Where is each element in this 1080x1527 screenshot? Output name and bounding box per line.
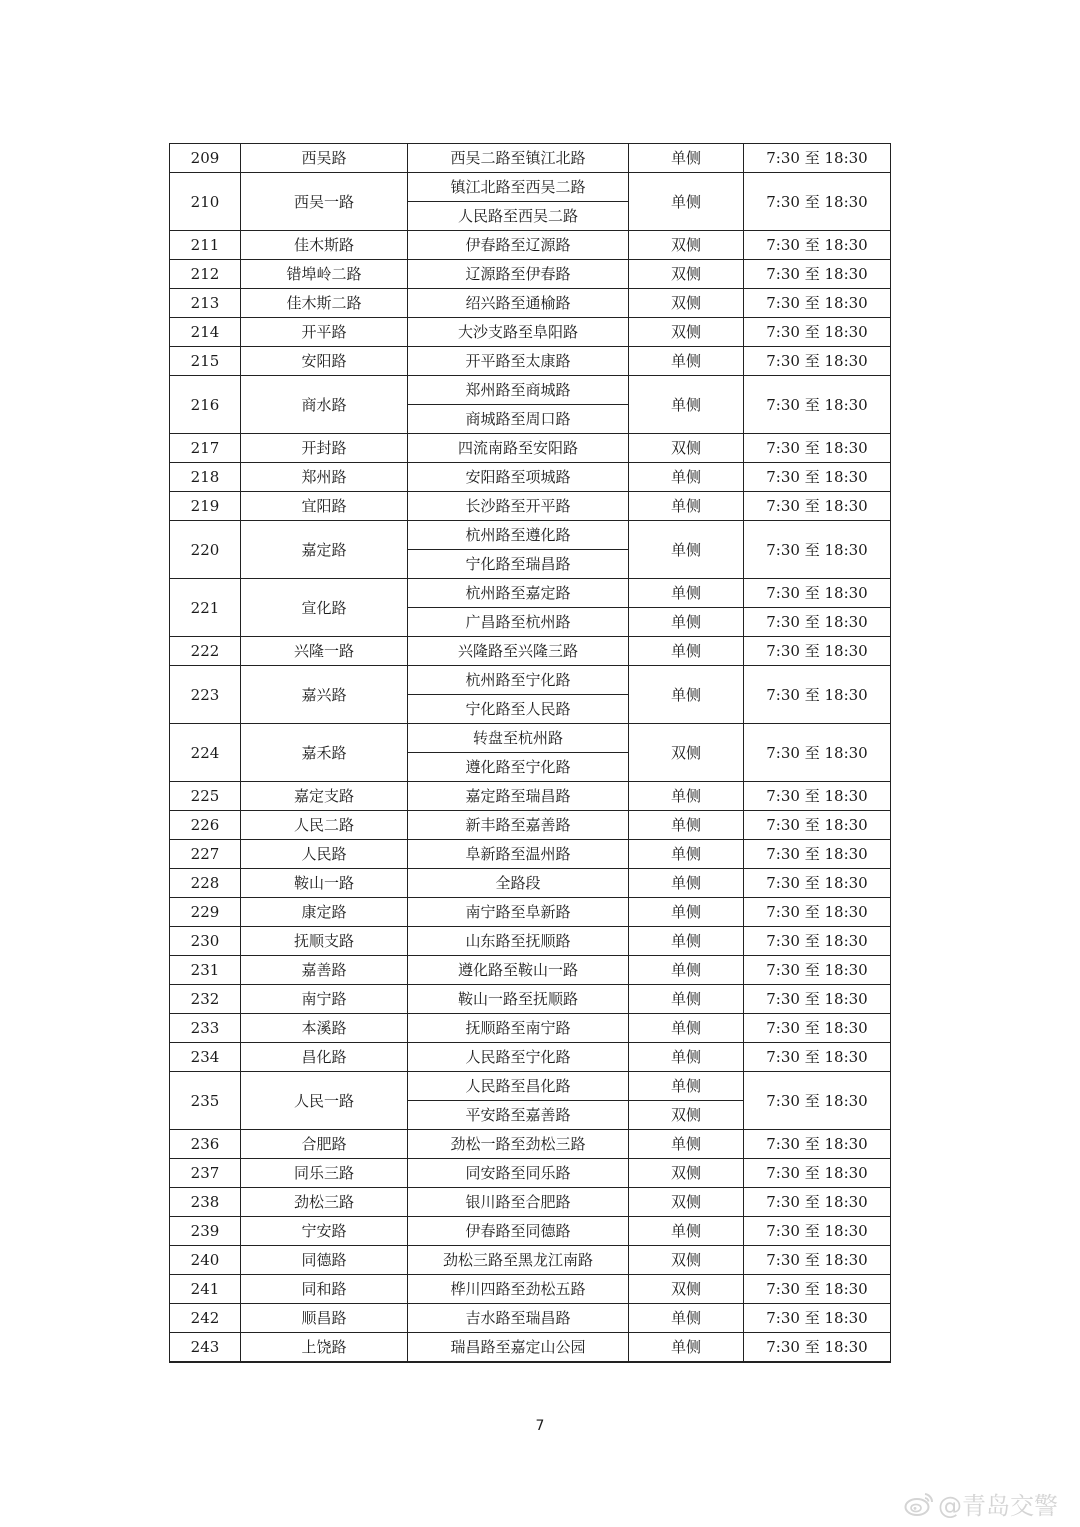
table-row <box>170 1304 891 1333</box>
road-segment: 大沙支路至阜阳路 <box>408 318 629 347</box>
parking-time: 7:30 至 18:30 <box>744 1072 891 1130</box>
road-name: 人民一路 <box>241 1072 408 1130</box>
road-segment: 杭州路至嘉定路 <box>408 579 629 608</box>
road-name: 昌化路 <box>241 1043 408 1072</box>
row-number: 209 <box>170 144 241 173</box>
parking-time: 7:30 至 18:30 <box>744 434 891 463</box>
road-name: 郑州路 <box>241 463 408 492</box>
table-row <box>170 956 891 985</box>
parking-side: 单侧 <box>629 173 744 231</box>
page-number: 7 <box>535 1418 545 1434</box>
row-number: 223 <box>170 666 241 724</box>
parking-side: 单侧 <box>629 637 744 666</box>
parking-time: 7:30 至 18:30 <box>744 1217 891 1246</box>
road-segment: 抚顺路至南宁路 <box>408 1014 629 1043</box>
road-segment: 银川路至合肥路 <box>408 1188 629 1217</box>
road-name: 顺昌路 <box>241 1304 408 1333</box>
road-name: 同德路 <box>241 1246 408 1275</box>
parking-time: 7:30 至 18:30 <box>744 1130 891 1159</box>
table-row <box>170 144 891 173</box>
parking-time: 7:30 至 18:30 <box>744 231 891 260</box>
watermark-text: @青岛交警 <box>938 1492 1058 1520</box>
table-row <box>170 434 891 463</box>
road-name: 嘉禾路 <box>241 724 408 782</box>
road-name: 西吴一路 <box>241 173 408 231</box>
table-row <box>170 492 891 521</box>
parking-time: 7:30 至 18:30 <box>744 608 891 637</box>
parking-side: 单侧 <box>629 985 744 1014</box>
row-number: 238 <box>170 1188 241 1217</box>
row-number: 239 <box>170 1217 241 1246</box>
parking-side: 双侧 <box>629 434 744 463</box>
row-number: 233 <box>170 1014 241 1043</box>
table-row <box>170 811 891 840</box>
table-row <box>170 985 891 1014</box>
road-name: 安阳路 <box>241 347 408 376</box>
road-name: 商水路 <box>241 376 408 434</box>
table-row <box>170 1130 891 1159</box>
parking-side: 单侧 <box>629 956 744 985</box>
table-row <box>170 1014 891 1043</box>
parking-side: 单侧 <box>629 1304 744 1333</box>
row-number: 237 <box>170 1159 241 1188</box>
table-row <box>170 1159 891 1188</box>
parking-time: 7:30 至 18:30 <box>744 724 891 782</box>
road-segment: 西吴二路至镇江北路 <box>408 144 629 173</box>
table-row <box>170 231 891 260</box>
table-row <box>170 1275 891 1304</box>
parking-side: 单侧 <box>629 347 744 376</box>
road-name: 鞍山一路 <box>241 869 408 898</box>
parking-time: 7:30 至 18:30 <box>744 1043 891 1072</box>
road-segment: 同安路至同乐路 <box>408 1159 629 1188</box>
row-number: 232 <box>170 985 241 1014</box>
parking-time: 7:30 至 18:30 <box>744 927 891 956</box>
parking-time: 7:30 至 18:30 <box>744 318 891 347</box>
road-segment: 全路段 <box>408 869 629 898</box>
parking-time: 7:30 至 18:30 <box>744 666 891 724</box>
row-number: 217 <box>170 434 241 463</box>
road-name: 宜阳路 <box>241 492 408 521</box>
table-row <box>170 260 891 289</box>
row-number: 222 <box>170 637 241 666</box>
table-row <box>170 782 891 811</box>
parking-side: 单侧 <box>629 492 744 521</box>
row-number: 231 <box>170 956 241 985</box>
row-number: 228 <box>170 869 241 898</box>
row-number: 230 <box>170 927 241 956</box>
road-segment: 阜新路至温州路 <box>408 840 629 869</box>
parking-side: 单侧 <box>629 144 744 173</box>
road-name: 宣化路 <box>241 579 408 637</box>
row-number: 214 <box>170 318 241 347</box>
parking-side: 单侧 <box>629 1014 744 1043</box>
parking-time: 7:30 至 18:30 <box>744 1159 891 1188</box>
road-segment: 人民路至宁化路 <box>408 1043 629 1072</box>
parking-side: 单侧 <box>629 927 744 956</box>
table-row <box>170 1333 891 1363</box>
road-segment: 长沙路至开平路 <box>408 492 629 521</box>
parking-time: 7:30 至 18:30 <box>744 1014 891 1043</box>
parking-side: 单侧 <box>629 579 744 608</box>
road-name: 上饶路 <box>241 1333 408 1363</box>
road-segment: 伊春路至同德路 <box>408 1217 629 1246</box>
road-segment: 遵化路至鞍山一路 <box>408 956 629 985</box>
road-segment: 安阳路至项城路 <box>408 463 629 492</box>
road-name: 劲松三路 <box>241 1188 408 1217</box>
row-number: 224 <box>170 724 241 782</box>
parking-side: 双侧 <box>629 1246 744 1275</box>
row-number: 212 <box>170 260 241 289</box>
road-segment: 嘉定路至瑞昌路 <box>408 782 629 811</box>
parking-time: 7:30 至 18:30 <box>744 1188 891 1217</box>
road-segment: 鞍山一路至抚顺路 <box>408 985 629 1014</box>
parking-time: 7:30 至 18:30 <box>744 1333 891 1363</box>
table-row <box>170 1043 891 1072</box>
road-segment: 郑州路至商城路 <box>408 376 629 405</box>
table-row <box>170 840 891 869</box>
road-name: 康定路 <box>241 898 408 927</box>
road-name: 抚顺支路 <box>241 927 408 956</box>
row-number: 241 <box>170 1275 241 1304</box>
table-row <box>170 927 891 956</box>
row-number: 210 <box>170 173 241 231</box>
road-name: 开平路 <box>241 318 408 347</box>
parking-side: 单侧 <box>629 869 744 898</box>
parking-time: 7:30 至 18:30 <box>744 956 891 985</box>
parking-time: 7:30 至 18:30 <box>744 376 891 434</box>
road-segment: 人民路至西吴二路 <box>408 202 629 231</box>
parking-side: 双侧 <box>629 231 744 260</box>
road-name: 同和路 <box>241 1275 408 1304</box>
table-row <box>170 1217 891 1246</box>
table-row <box>170 463 891 492</box>
table-row <box>170 666 891 695</box>
road-segment: 人民路至昌化路 <box>408 1072 629 1101</box>
parking-time: 7:30 至 18:30 <box>744 492 891 521</box>
road-segment: 镇江北路至西吴二路 <box>408 173 629 202</box>
table-row <box>170 521 891 550</box>
parking-side: 双侧 <box>629 1159 744 1188</box>
parking-side: 单侧 <box>629 1217 744 1246</box>
road-name: 同乐三路 <box>241 1159 408 1188</box>
table-row <box>170 1188 891 1217</box>
row-number: 219 <box>170 492 241 521</box>
road-segment: 杭州路至宁化路 <box>408 666 629 695</box>
parking-time: 7:30 至 18:30 <box>744 1275 891 1304</box>
road-name: 嘉定路 <box>241 521 408 579</box>
parking-side: 单侧 <box>629 840 744 869</box>
parking-time: 7:30 至 18:30 <box>744 840 891 869</box>
road-name: 南宁路 <box>241 985 408 1014</box>
parking-side: 单侧 <box>629 811 744 840</box>
parking-side: 单侧 <box>629 521 744 579</box>
parking-side: 单侧 <box>629 898 744 927</box>
table-row <box>170 173 891 202</box>
parking-time: 7:30 至 18:30 <box>744 173 891 231</box>
road-segment: 绍兴路至通榆路 <box>408 289 629 318</box>
road-name: 嘉定支路 <box>241 782 408 811</box>
row-number: 226 <box>170 811 241 840</box>
parking-time: 7:30 至 18:30 <box>744 1304 891 1333</box>
road-segment: 伊春路至辽源路 <box>408 231 629 260</box>
road-segment: 瑞昌路至嘉定山公园 <box>408 1333 629 1363</box>
road-segment: 开平路至太康路 <box>408 347 629 376</box>
row-number: 229 <box>170 898 241 927</box>
road-segment: 宁化路至瑞昌路 <box>408 550 629 579</box>
road-segment: 吉水路至瑞昌路 <box>408 1304 629 1333</box>
road-segment: 新丰路至嘉善路 <box>408 811 629 840</box>
row-number: 227 <box>170 840 241 869</box>
road-name: 嘉兴路 <box>241 666 408 724</box>
row-number: 234 <box>170 1043 241 1072</box>
road-segment: 四流南路至安阳路 <box>408 434 629 463</box>
road-name: 人民路 <box>241 840 408 869</box>
parking-side: 双侧 <box>629 1275 744 1304</box>
row-number: 235 <box>170 1072 241 1130</box>
parking-time: 7:30 至 18:30 <box>744 869 891 898</box>
road-name: 西吴路 <box>241 144 408 173</box>
table-row <box>170 1072 891 1101</box>
road-name: 嘉善路 <box>241 956 408 985</box>
road-segment: 平安路至嘉善路 <box>408 1101 629 1130</box>
parking-time: 7:30 至 18:30 <box>744 463 891 492</box>
table-row <box>170 637 891 666</box>
road-name: 人民二路 <box>241 811 408 840</box>
row-number: 221 <box>170 579 241 637</box>
road-segment: 兴隆路至兴隆三路 <box>408 637 629 666</box>
parking-side: 双侧 <box>629 1188 744 1217</box>
road-name: 宁安路 <box>241 1217 408 1246</box>
parking-time: 7:30 至 18:30 <box>744 811 891 840</box>
row-number: 242 <box>170 1304 241 1333</box>
parking-side: 单侧 <box>629 1043 744 1072</box>
parking-side: 双侧 <box>629 724 744 782</box>
table-row <box>170 376 891 405</box>
road-segment: 宁化路至人民路 <box>408 695 629 724</box>
table-row <box>170 289 891 318</box>
parking-time: 7:30 至 18:30 <box>744 782 891 811</box>
parking-time: 7:30 至 18:30 <box>744 579 891 608</box>
road-name: 佳木斯路 <box>241 231 408 260</box>
road-name: 兴隆一路 <box>241 637 408 666</box>
row-number: 243 <box>170 1333 241 1363</box>
parking-time: 7:30 至 18:30 <box>744 144 891 173</box>
table-row <box>170 579 891 608</box>
weibo-logo-icon <box>904 1491 934 1517</box>
road-segment: 商城路至周口路 <box>408 405 629 434</box>
row-number: 216 <box>170 376 241 434</box>
road-segment: 劲松三路至黑龙江南路 <box>408 1246 629 1275</box>
road-name: 佳木斯二路 <box>241 289 408 318</box>
table-row <box>170 1246 891 1275</box>
parking-time: 7:30 至 18:30 <box>744 898 891 927</box>
road-name: 错埠岭二路 <box>241 260 408 289</box>
row-number: 218 <box>170 463 241 492</box>
road-name: 本溪路 <box>241 1014 408 1043</box>
parking-side: 单侧 <box>629 666 744 724</box>
table-row <box>170 318 891 347</box>
parking-time: 7:30 至 18:30 <box>744 985 891 1014</box>
road-segment: 桦川四路至劲松五路 <box>408 1275 629 1304</box>
parking-side: 单侧 <box>629 608 744 637</box>
parking-time: 7:30 至 18:30 <box>744 1246 891 1275</box>
road-segment: 南宁路至阜新路 <box>408 898 629 927</box>
row-number: 211 <box>170 231 241 260</box>
road-segment: 遵化路至宁化路 <box>408 753 629 782</box>
parking-time: 7:30 至 18:30 <box>744 347 891 376</box>
parking-side: 双侧 <box>629 1101 744 1130</box>
row-number: 220 <box>170 521 241 579</box>
parking-time: 7:30 至 18:30 <box>744 289 891 318</box>
parking-side: 单侧 <box>629 782 744 811</box>
road-segment: 广昌路至杭州路 <box>408 608 629 637</box>
road-segment: 杭州路至遵化路 <box>408 521 629 550</box>
road-segment: 劲松一路至劲松三路 <box>408 1130 629 1159</box>
road-segment: 辽源路至伊春路 <box>408 260 629 289</box>
parking-side: 单侧 <box>629 376 744 434</box>
parking-side: 双侧 <box>629 289 744 318</box>
parking-time: 7:30 至 18:30 <box>744 260 891 289</box>
parking-side: 单侧 <box>629 1333 744 1363</box>
watermark <box>904 1486 1058 1521</box>
road-segment: 山东路至抚顺路 <box>408 927 629 956</box>
road-name: 合肥路 <box>241 1130 408 1159</box>
parking-table <box>169 143 891 1363</box>
row-number: 240 <box>170 1246 241 1275</box>
parking-time: 7:30 至 18:30 <box>744 637 891 666</box>
parking-side: 双侧 <box>629 260 744 289</box>
row-number: 225 <box>170 782 241 811</box>
row-number: 236 <box>170 1130 241 1159</box>
parking-side: 双侧 <box>629 318 744 347</box>
row-number: 215 <box>170 347 241 376</box>
parking-side: 单侧 <box>629 463 744 492</box>
table-row <box>170 724 891 753</box>
parking-time: 7:30 至 18:30 <box>744 521 891 579</box>
table-row <box>170 898 891 927</box>
table-row <box>170 347 891 376</box>
parking-side: 单侧 <box>629 1072 744 1101</box>
parking-side: 单侧 <box>629 1130 744 1159</box>
table-row <box>170 869 891 898</box>
road-segment: 转盘至杭州路 <box>408 724 629 753</box>
road-name: 开封路 <box>241 434 408 463</box>
row-number: 213 <box>170 289 241 318</box>
